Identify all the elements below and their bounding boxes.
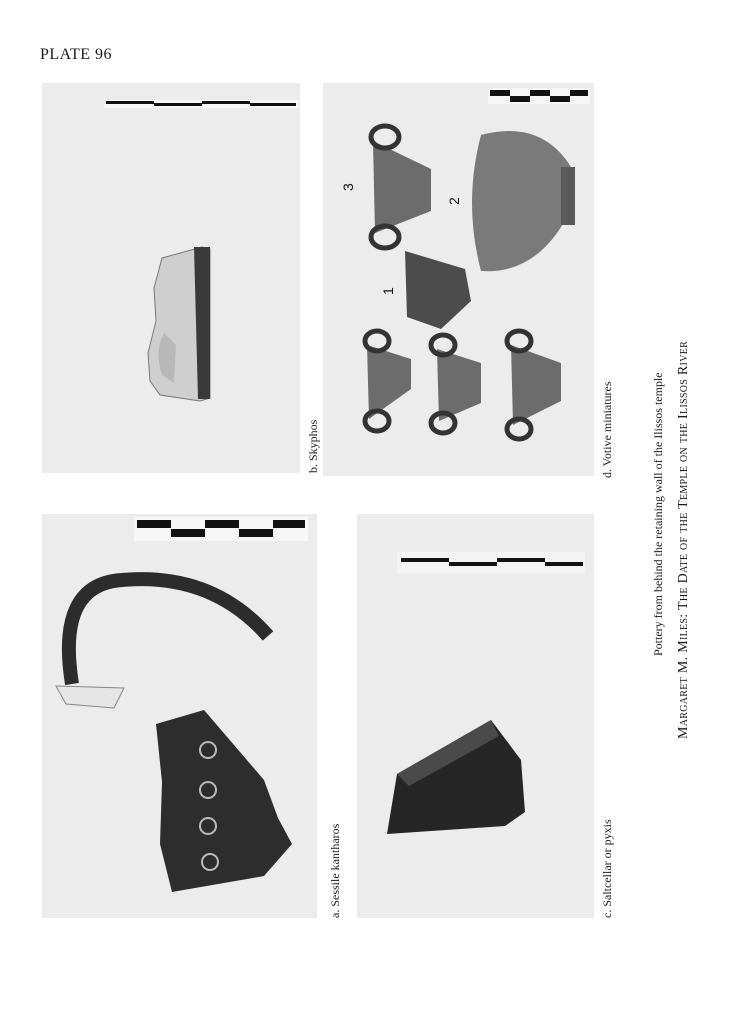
caption-votive: d. Votive miniatures: [600, 381, 614, 478]
plate-author-title: Margaret M. Miles: The Date of the Temple on the Ilissos River: [676, 340, 691, 739]
scale-bar: [134, 517, 308, 541]
caption-skyphos: b. Skyphos: [306, 419, 320, 473]
photo-panel-saltcellar: [357, 514, 594, 918]
label-2: 2: [446, 197, 462, 205]
scale-bar: [488, 88, 590, 104]
plate-description: Pottery from behind the retaining wall of the Ilissos temple: [651, 372, 665, 656]
photo-panel-votive: [323, 83, 594, 476]
caption-kantharos: a. Sessile kantharos: [328, 823, 342, 918]
skyphos-sherd: [148, 247, 210, 401]
photo-panel-kantharos: [42, 514, 317, 918]
caption-saltcellar: c. Saltcellar or pyxis: [600, 819, 614, 918]
miniature-bowl-2: [472, 131, 575, 271]
miniature-fragment-1: [405, 251, 471, 329]
label-1: 1: [380, 287, 396, 295]
photo-panel-skyphos: [42, 83, 300, 473]
kantharos-figure: [42, 514, 317, 918]
scale-bar: [104, 100, 298, 108]
skyphos-figure: [42, 83, 300, 473]
plate-word: PLATE: [40, 46, 91, 63]
kantharos-body-sherd: [156, 710, 292, 892]
votive-figure: [323, 83, 594, 476]
label-3: 3: [340, 183, 356, 191]
plate-number: 96: [95, 46, 112, 63]
scale-bar: [397, 552, 585, 574]
plate-label: [40, 46, 112, 64]
miniature-cup-3: [371, 126, 431, 248]
saltcellar-figure: [357, 514, 594, 918]
miniature-cup-row: [365, 331, 561, 439]
kantharos-handle: [56, 579, 268, 708]
saltcellar-sherd: [387, 720, 525, 834]
